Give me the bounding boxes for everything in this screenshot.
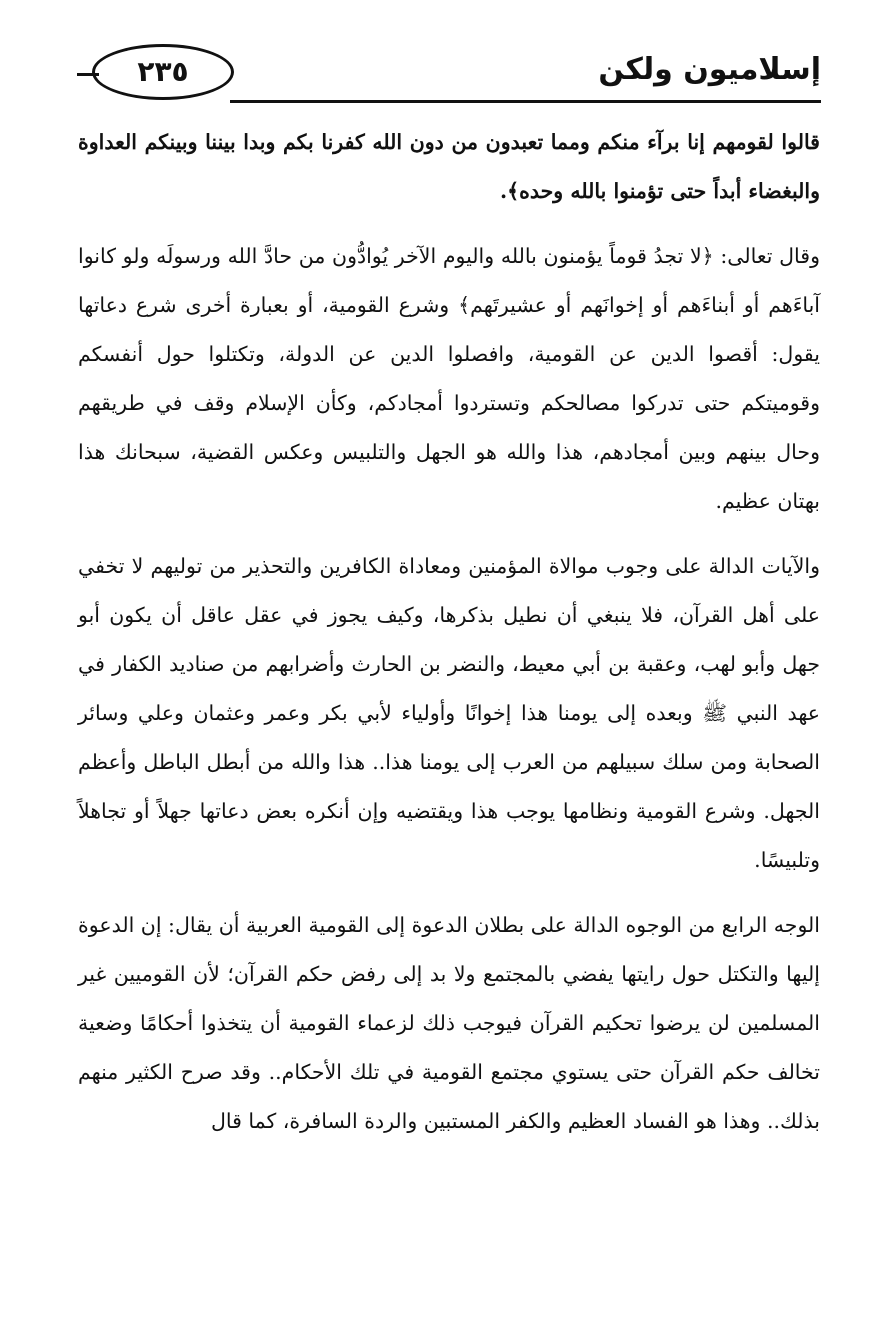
- body-text: [78, 118, 820, 1146]
- paragraph-quran-verse: وقال تعالى: ﴿لا تجدُ قوماً يؤمنون بالله واليوم الآخر يُوادُّون من حادَّ الله ورسولَه ولو كانوا آباءَهم أو أبناءَهم أو إخوانَهم أو عشيرتَهم﴾ وشرع القومية، أو بعبارة أخرى شرع دعاتها يقول: أقصوا الدين عن القومية، وافصلوا الدين عن الدولة، وتكتلوا حول أنفسكم وقوميتكم حتى تدركوا مصالحكم وتستردوا أمجادكم، وكأن الإسلام وقف في طريقهم وحال بينهم وبين أمجادهم، هذا والله هو الجهل والتلبيس وعكس القضية، سبحانك هذا بهتان عظيم.: [78, 244, 820, 513]
- paragraph-fourth-aspect: الوجه الرابع من الوجوه الدالة على بطلان الدعوة إلى القومية العربية أن يقال: إن الدعوة إليها والتكتل حول رايتها يفضي بالمجتمع ولا بد إلى رفض حكم القرآن؛ لأن القوميين غير المسلمين لن يرضوا تحكيم القرآن فيوجب ذلك لزعماء القومية أن يتخذوا أحكامًا وضعية تخالف حكم القرآن حتى يستوي مجتمع القومية في تلك الأحكام.. وقد صرح الكثير منهم بذلك.. وهذا هو الفساد العظيم والكفر المستبين والردة السافرة، كما قال: [78, 913, 820, 1133]
- book-title: إسلاميون ولكن: [598, 52, 821, 87]
- page-number-badge: [92, 44, 234, 100]
- header-rule: [230, 100, 821, 103]
- paragraph-verses-on-allegiance: والآيات الدالة على وجوب موالاة المؤمنين ومعاداة الكافرين والتحذير من توليهم لا تخفي على أهل القرآن، فلا ينبغي أن نطيل بذكرها، وكيف يجوز في عقل عاقل أن يكون أبو جهل وأبو لهب، وعقبة بن أبي معيط، والنضر بن الحارث وأضرابهم من صناديد الكفار في عهد النبي ﷺ وبعده إلى يومنا هذا إخوانًا وأولياء لأبي بكر وعمر وعثمان وعلي وسائر الصحابة ومن سلك سبيلهم من العرب إلى يومنا هذا.. هذا والله من أبطل الباطل وأعظم الجهل. وشرع القومية ونظامها يوجب هذا ويقتضيه وإن أنكره بعض دعاتها جهلاً أو تجاهلاً وتلبيسًا.: [78, 554, 820, 872]
- paragraph-verse-continuation: قالوا لقومهم إنا برآء منكم ومما تعبدون من دون الله كفرنا بكم وبدا بيننا وبينكم العداوة والبغضاء أبداً حتى تؤمنوا بالله وحده﴾.: [78, 130, 820, 203]
- page-header: [76, 40, 821, 106]
- page-number: ٢٣٥: [137, 55, 189, 88]
